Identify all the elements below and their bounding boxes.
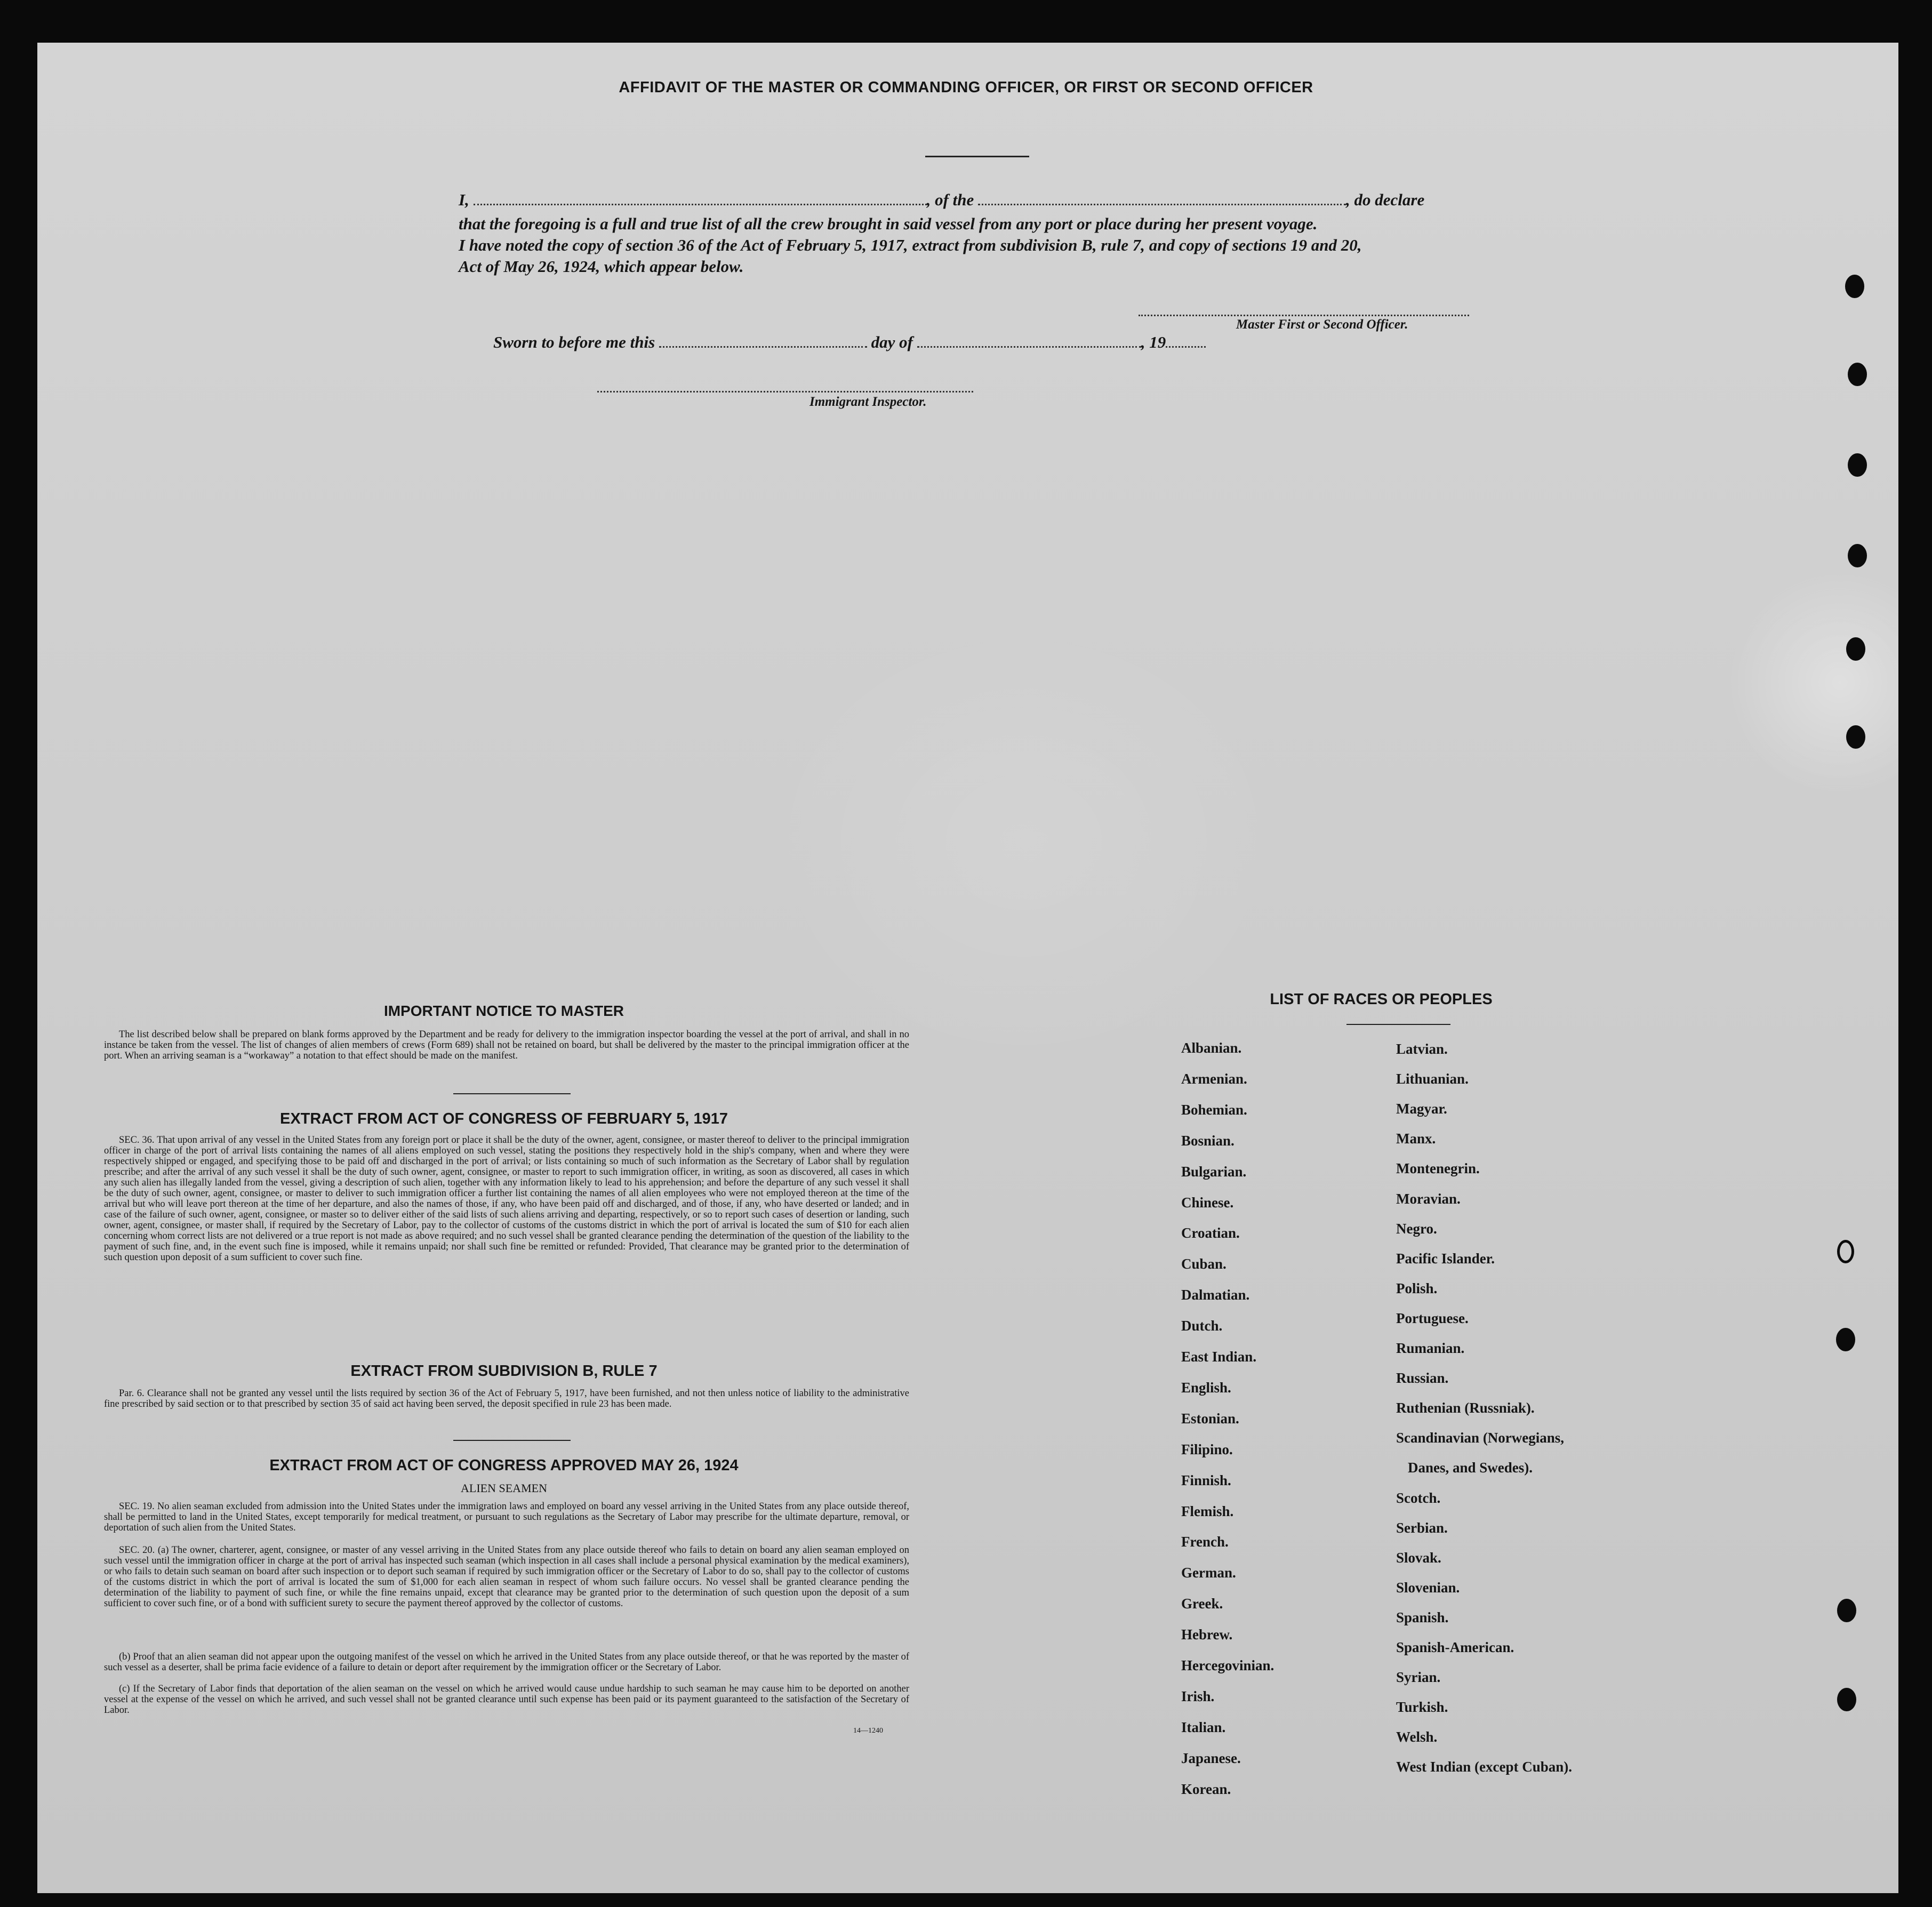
binder-hole xyxy=(1848,453,1867,477)
race-item: Montenegrin. xyxy=(1396,1160,1480,1177)
affidavit-i: I, xyxy=(459,190,469,209)
race-item: Cuban. xyxy=(1181,1256,1226,1272)
race-item: Dutch. xyxy=(1181,1318,1223,1334)
name-field[interactable] xyxy=(474,191,927,205)
race-item: Syrian. xyxy=(1396,1669,1441,1686)
binder-hole xyxy=(1837,1599,1856,1622)
extract-1917-title: EXTRACT FROM ACT OF CONGRESS OF FEBRUARY 5, 1917 xyxy=(279,1110,728,1127)
sec19-text: SEC. 19. No alien seaman excluded from admission into the United States under the immigration laws and employed on board any vessel arriving in the United States from any place outside thereof, shall be permitted to land in the United States, except temporarily for medical treatment, or pursuant to such regulations as the Secretary of Labor may prescribe for the ultimate departure, removal, or deportation of such alien from the United States. xyxy=(104,1501,909,1533)
rule7-text: Par. 6. Clearance shall not be granted any vessel until the lists required by section 36 of the Act of February 5, 1917, have been furnished, and not then unless notice of liability to the administrative fine prescribed by said section or to that prescribed by section 35 of said act having been served, the deposit specified in rule 23 has been made. xyxy=(104,1388,909,1409)
race-item: Japanese. xyxy=(1181,1750,1241,1766)
notice-text: The list described below shall be prepared on blank forms approved by the Department and be ready for delivery to the immigration inspector boarding the vessel at the port of arrival, and shall in no instance be taken from the vessel. The list of changes of alien members of crews (Form 689) shall not be retained on board, but shall be delivered by the master to the principal immigration officer at the port. When an arriving seaman is a “workaway” a notation to that effect should be made on the manifest. xyxy=(104,1029,909,1061)
race-item: German. xyxy=(1181,1565,1236,1581)
race-item: Flemish. xyxy=(1181,1503,1234,1519)
race-item: Korean. xyxy=(1181,1781,1231,1797)
race-item: Manx. xyxy=(1396,1131,1436,1147)
race-item: Hebrew. xyxy=(1181,1626,1233,1643)
inspector-signature-line[interactable] xyxy=(597,391,973,392)
race-item: Portuguese. xyxy=(1396,1310,1469,1326)
affidavit-line-3: I have noted the copy of section 36 of the Act of February 5, 1917, extract from subdivision B, rule 7, and copy of sections 19 and 20, xyxy=(459,236,1362,254)
races-rule xyxy=(1346,1024,1450,1025)
sworn-day-field[interactable] xyxy=(659,333,867,348)
notice-rule xyxy=(453,1093,571,1094)
extract-1917-text: SEC. 36. That upon arrival of any vessel in the United States from any foreign port or place it shall be the duty of the owner, agent, consignee, or master thereof to deliver to the principal immigration officer in charge of the port of arrival lists containing the names of all aliens employed on such vessel, stating the positions they respectively hold in the ship's company, when and where they were respectively shipped or engaged, and specifying those to be paid off and discharged in the port of arrival; or lists containing so much of such information as the Secretary of Labor shall by regulation prescribe; and after the arrival of any such vessel it shall be the duty of such owner, agent, consignee, or master to report to such immigration officer, in writing, as soon as discovered, all cases in which any such alien has illegally landed from the vessel, giving a description of such alien, together with any information likely to lead to his apprehension; and before the departure of any such vessel it shall be the duty of such owner, agent, consignee, or master to deliver to such immigration officer a further list containing the names of all alien employees who were not employed thereon at the time of the arrival but who will leave port thereon at the time of her departure, and also the names of those, if any, who have been paid off and discharged, and of those, if any, who have deserted or landed; and in case of the failure of such owner, agent, consignee, or master so to deliver either of the said lists of such aliens arriving and departing, respectively, or so to report such cases of desertion or landing, such owner, agent, consignee, or master shall, if required by the Secretary of Labor, pay to the collector of customs of the customs district in which the port of arrival is located the sum of $10 for each alien concerning whom correct lists are not delivered or a true report is not made as above required; and no such vessel shall be granted clearance pending the determination of the question of the liability to the payment of such fine, and, in the event such fine is imposed, while it remains unpaid; nor shall such fine be remitted or refunded: Provided, That clearance may be granted prior to the determination of such question upon deposit of a sum sufficient to cover such fine. xyxy=(104,1135,909,1263)
race-item: Ruthenian (Russniak). xyxy=(1396,1400,1535,1416)
race-item: Spanish-American. xyxy=(1396,1639,1514,1655)
alien-seamen-subtitle: ALIEN SEAMEN xyxy=(461,1481,547,1495)
binder-hole xyxy=(1837,1688,1856,1711)
race-item: Dalmatian. xyxy=(1181,1287,1250,1303)
race-item: French. xyxy=(1181,1534,1229,1550)
day-of-text: day of xyxy=(871,333,913,351)
sec20a-text: SEC. 20. (a) The owner, charterer, agent, consignee, or master of any vessel arriving in the United States from any place outside thereof who fails to detain on board any alien seaman employed on such vessel until the immigration officer in charge at the port of arrival has inspected such seaman (which inspection in all cases shall include a personal physical examination by the medical examiners), or who fails to detain such seaman on board after such inspection or to deport such seaman if required by such immigration officer or the Secretary of Labor to do so, shall pay to the collector of customs of the customs district in which the port of arrival is located the sum of $1,000 for each alien seaman in respect of whom such failure occurs. No vessel shall be granted clearance pending the determination of the liability to payment of such fine, or while the fine remains unpaid, except that clearance may be granted prior to the determination of such question upon the deposit of a sum sufficient to cover such fine, or of a bond with sufficient surety to secure the payment thereof approved by the collector of customs. xyxy=(104,1545,909,1609)
race-item: Slovenian. xyxy=(1396,1579,1460,1596)
affidavit-line-1 xyxy=(459,189,1498,211)
races-title: LIST OF RACES OR PEOPLES xyxy=(1270,991,1493,1008)
officer-signature-caption: Master First or Second Officer. xyxy=(1236,317,1408,332)
affidavit-declare: , do declare xyxy=(1346,190,1425,209)
document-page xyxy=(37,43,1898,1893)
race-item: Magyar. xyxy=(1396,1101,1447,1117)
binder-hole xyxy=(1846,725,1865,749)
race-item: Albanian. xyxy=(1181,1040,1242,1056)
race-item: Armenian. xyxy=(1181,1070,1247,1087)
sworn-line xyxy=(493,332,1293,353)
race-item: Croatian. xyxy=(1181,1225,1240,1241)
race-item: Irish. xyxy=(1181,1688,1215,1704)
vessel-field[interactable] xyxy=(978,191,1346,205)
race-item: Welsh. xyxy=(1396,1729,1438,1745)
race-item: Moravian. xyxy=(1396,1190,1461,1207)
notice-title: IMPORTANT NOTICE TO MASTER xyxy=(383,1003,624,1019)
year-prefix: , 19 xyxy=(1141,333,1166,351)
race-item: Italian. xyxy=(1181,1719,1226,1735)
sworn-month-field[interactable] xyxy=(917,333,1141,348)
race-item: Turkish. xyxy=(1396,1699,1448,1716)
form-number: 14—1240 xyxy=(853,1727,883,1735)
binder-hole xyxy=(1836,1328,1855,1351)
race-item: Serbian. xyxy=(1396,1519,1448,1536)
race-item: Bohemian. xyxy=(1181,1101,1247,1118)
race-item: Pacific Islander. xyxy=(1396,1250,1495,1267)
binder-hole xyxy=(1837,1240,1854,1263)
affidavit-line-4: Act of May 26, 1924, which appear below. xyxy=(459,257,744,276)
race-item: Latvian. xyxy=(1396,1041,1448,1057)
sec20c-text: (c) If the Secretary of Labor finds that deportation of the alien seaman on the vessel on which he arrived would cause undue hardship to such seaman he may cause him to be deported on another vessel at the expense of the vessel on which he arrived, and such vessel shall not be granted clearance until such expense has been paid or its payment guaranteed to the satisfaction of the Secretary of Labor. xyxy=(104,1684,909,1716)
binder-hole xyxy=(1848,363,1867,386)
binder-hole xyxy=(1845,275,1864,298)
race-item: Estonian. xyxy=(1181,1410,1239,1427)
sworn-text: Sworn to before me this xyxy=(493,333,655,351)
race-item: Negro. xyxy=(1396,1220,1437,1237)
race-item: West Indian (except Cuban). xyxy=(1396,1759,1573,1775)
rule7-rule xyxy=(453,1440,571,1441)
race-item: Polish. xyxy=(1396,1280,1438,1296)
title-rule xyxy=(925,156,1029,157)
affidavit-line-2: that the foregoing is a full and true list of all the crew brought in said vessel from any port or place during her present voyage. xyxy=(459,214,1318,233)
race-item: Bulgarian. xyxy=(1181,1163,1247,1180)
race-item: Hercegovinian. xyxy=(1181,1657,1274,1673)
race-item: Lithuanian. xyxy=(1396,1071,1469,1087)
race-item: East Indian. xyxy=(1181,1349,1257,1365)
race-item: English. xyxy=(1181,1379,1231,1396)
race-item: Bosnian. xyxy=(1181,1132,1234,1149)
inspector-caption: Immigrant Inspector. xyxy=(809,395,927,409)
binder-hole xyxy=(1846,637,1865,661)
sworn-year-field[interactable] xyxy=(1166,333,1206,348)
rule7-title: EXTRACT FROM SUBDIVISION B, RULE 7 xyxy=(350,1363,658,1380)
race-item: Danes, and Swedes). xyxy=(1408,1460,1533,1476)
affidavit-title: AFFIDAVIT OF THE MASTER OR COMMANDING OFFICER, OR FIRST OR SECOND OFFICER xyxy=(619,79,1313,96)
binder-hole xyxy=(1848,544,1867,567)
race-item: Russian. xyxy=(1396,1370,1449,1387)
sec20b-text: (b) Proof that an alien seaman did not appear upon the outgoing manifest of the vessel on which he arrived in the United States from any place outside thereof, or that he was reported by the master of such vessel as a deserter, shall be prima facie evidence of a failure to detain or deport after requirement by the immigration officer or the Secretary of Labor. xyxy=(104,1652,909,1673)
race-item: Slovak. xyxy=(1396,1549,1441,1566)
affidavit-of-the: , of the xyxy=(926,190,974,209)
race-item: Filipino. xyxy=(1181,1441,1233,1457)
race-item: Finnish. xyxy=(1181,1472,1231,1488)
race-item: Scotch. xyxy=(1396,1489,1441,1506)
extract-1924-title: EXTRACT FROM ACT OF CONGRESS APPROVED MAY 26, 1924 xyxy=(269,1457,739,1474)
race-item: Chinese. xyxy=(1181,1194,1234,1211)
race-item: Spanish. xyxy=(1396,1609,1449,1625)
race-item: Scandinavian (Norwegians, xyxy=(1396,1430,1565,1446)
race-item: Greek. xyxy=(1181,1596,1223,1612)
race-item: Rumanian. xyxy=(1396,1340,1465,1356)
officer-signature-line[interactable] xyxy=(1139,315,1469,316)
